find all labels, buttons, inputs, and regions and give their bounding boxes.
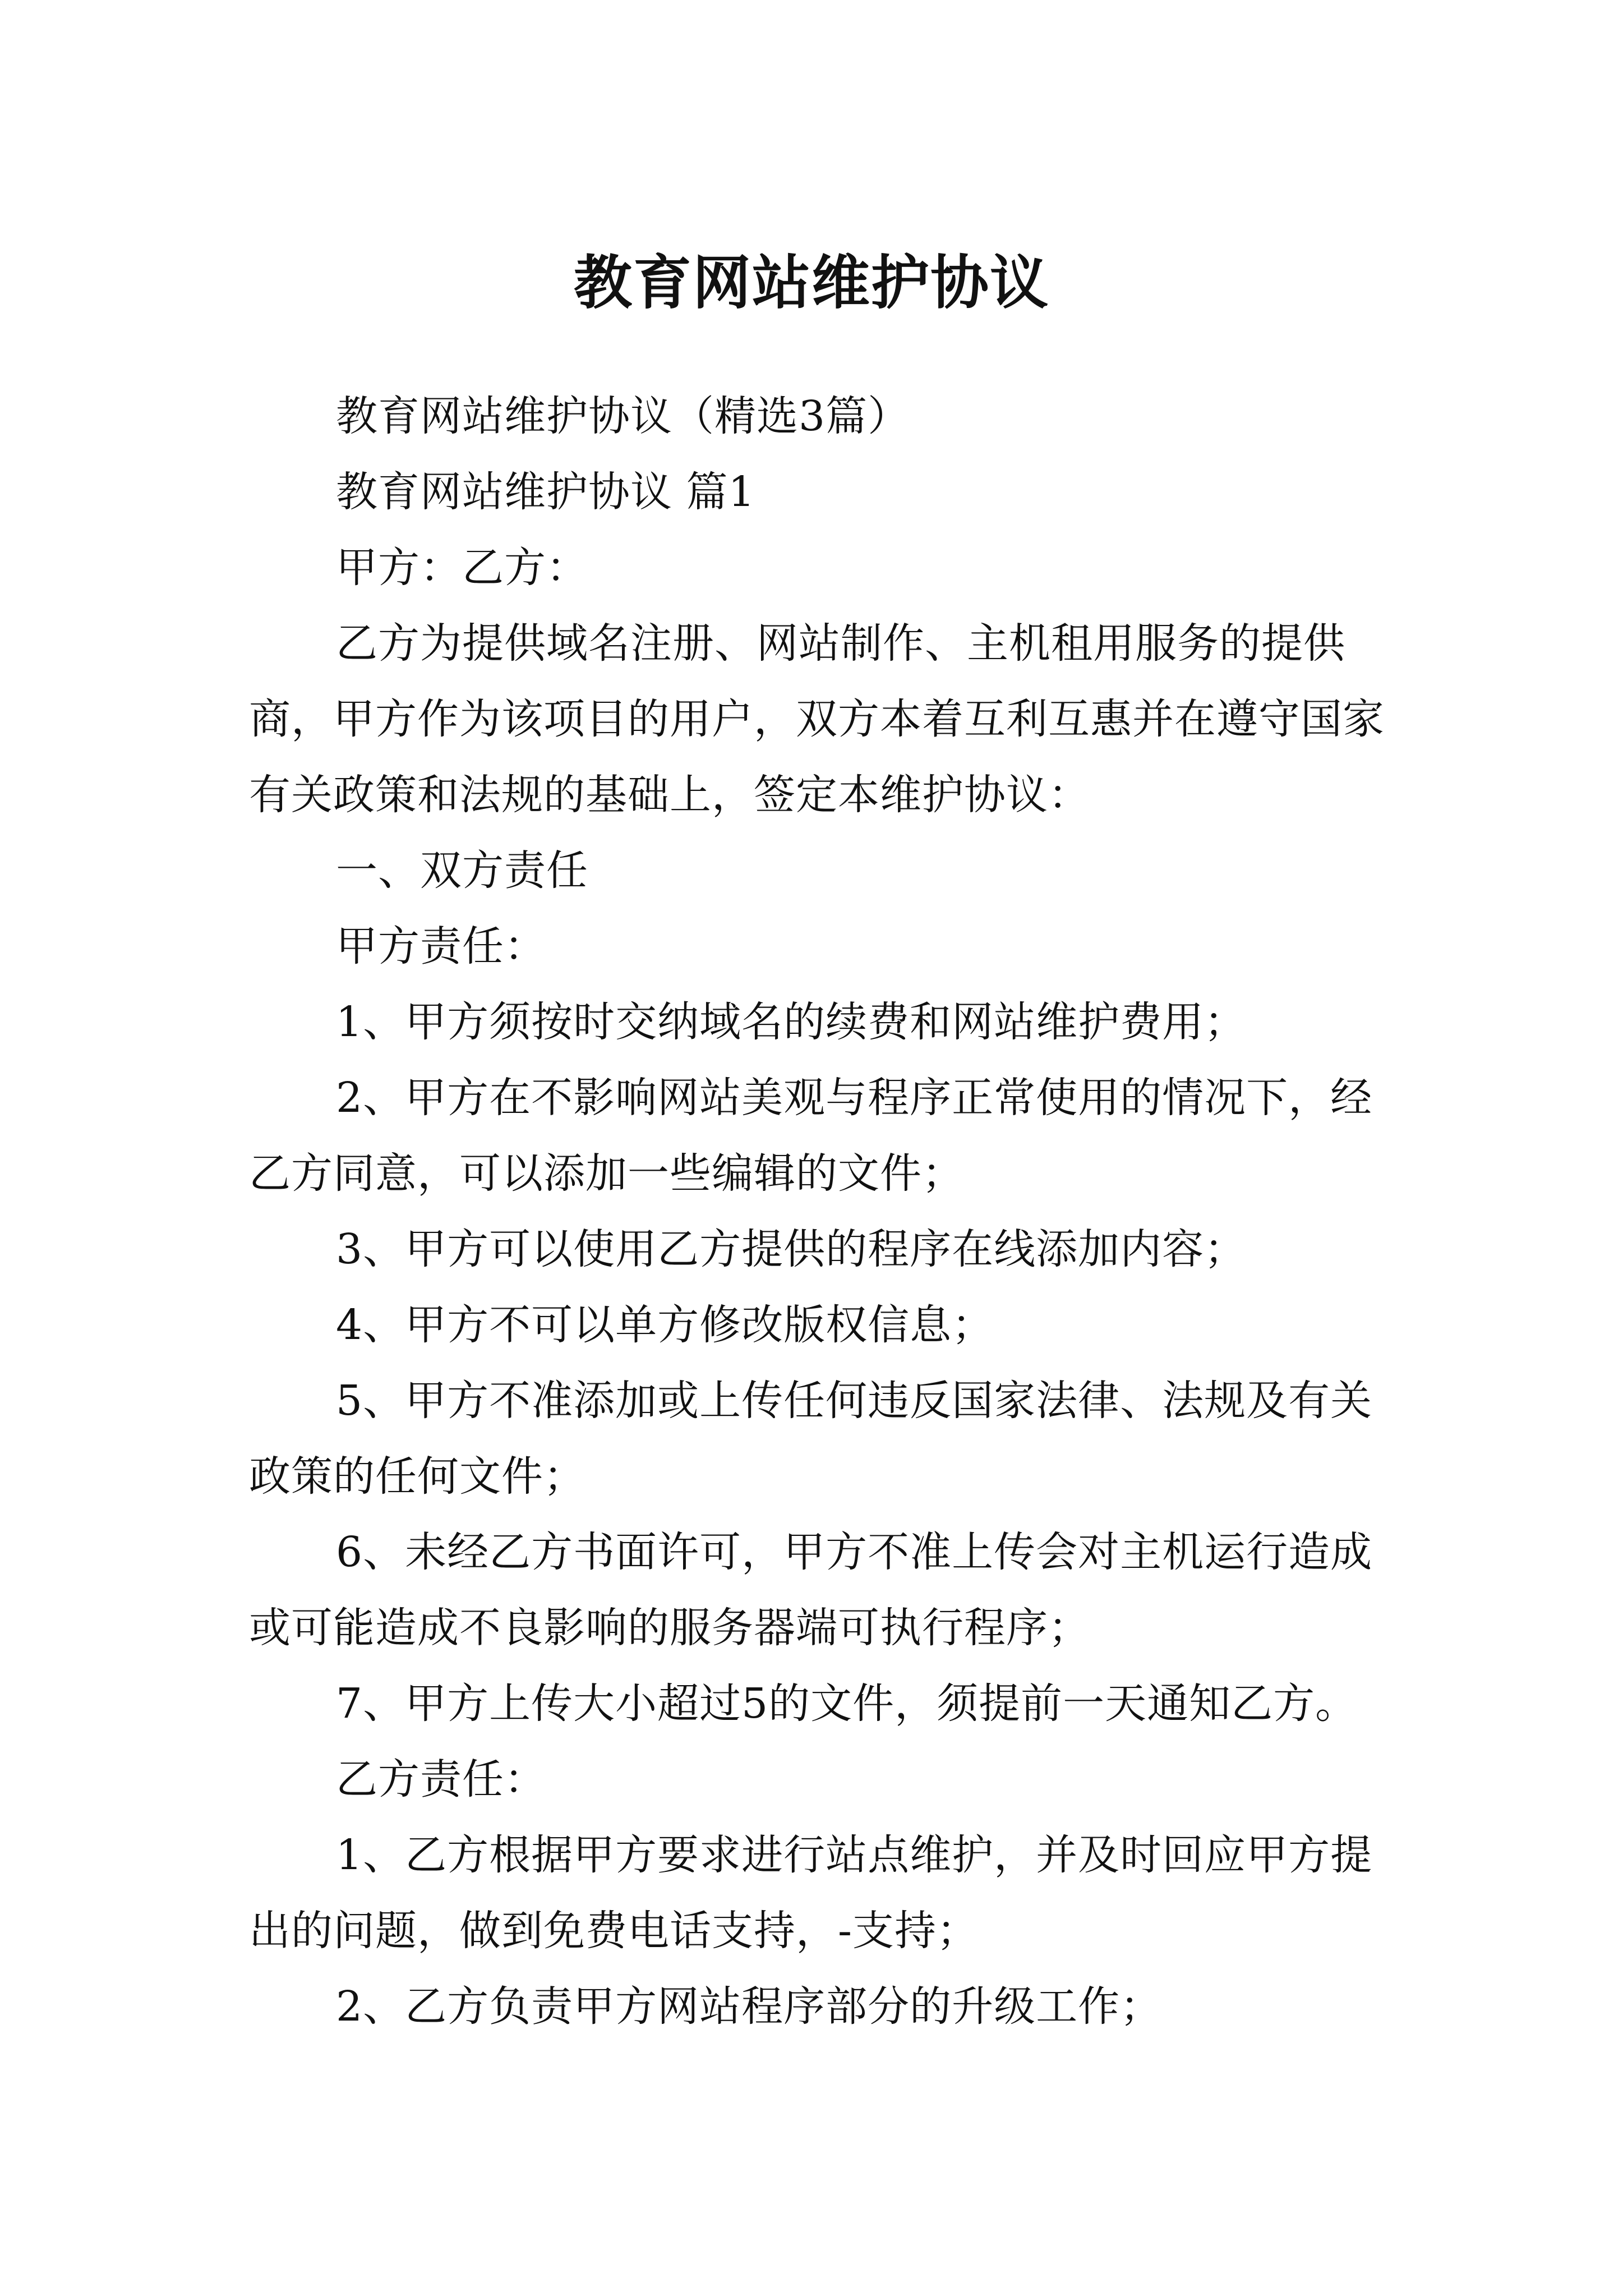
paragraph-party-a-item-3: 3、甲方可以使用乙方提供的程序在线添加内容； [336,1225,1247,1273]
paragraph-preamble: 乙方为提供域名注册、网站制作、主机租用服务的提供商，甲方作为该项目的用户，双方本着互利互惠并在遵守国家有关政策和法规的基础上，签定本维护协议： [249,619,1385,819]
paragraph-subtitle: 教育网站维护协议（精选3篇） [336,392,910,440]
paragraph-party-b-heading: 乙方责任： [336,1755,546,1803]
paragraph-party-a-item-4: 4、甲方不可以单方修改版权信息； [336,1301,994,1349]
paragraph-section-heading: 教育网站维护协议 篇1 [336,468,755,516]
paragraph-party-a-item-7: 7、甲方上传大小超过5的文件，须提前一天通知乙方。 [336,1680,1358,1728]
paragraph-party-a-item-1: 1、甲方须按时交纳域名的续费和网站维护费用； [336,998,1247,1046]
paragraph-parties: 甲方：乙方： [336,544,588,592]
paragraph-party-b-item-2: 2、乙方负责甲方网站程序部分的升级工作； [336,1982,1163,2031]
paragraph-party-a-item-5: 5、甲方不准添加或上传任何违反国家法律、法规及有关政策的任何文件； [249,1377,1373,1501]
document-title: 教育网站维护协议 [573,247,1049,317]
paragraph-party-a-item-2: 2、甲方在不影响网站美观与程序正常使用的情况下，经乙方同意，可以添加一些编辑的文件； [249,1074,1373,1198]
document-body [249,379,1387,2045]
paragraph-party-a-item-6: 6、未经乙方书面许可，甲方不准上传会对主机运行造成或可能造成不良影响的服务器端可执行程序； [249,1528,1373,1652]
paragraph-heading-responsibilities: 一、双方责任 [336,846,588,895]
paragraph-party-b-item-1: 1、乙方根据甲方要求进行站点维护，并及时回应甲方提出的问题，做到免费电话支持，-支持； [249,1831,1373,1955]
paragraph-party-a-heading: 甲方责任： [336,922,546,970]
